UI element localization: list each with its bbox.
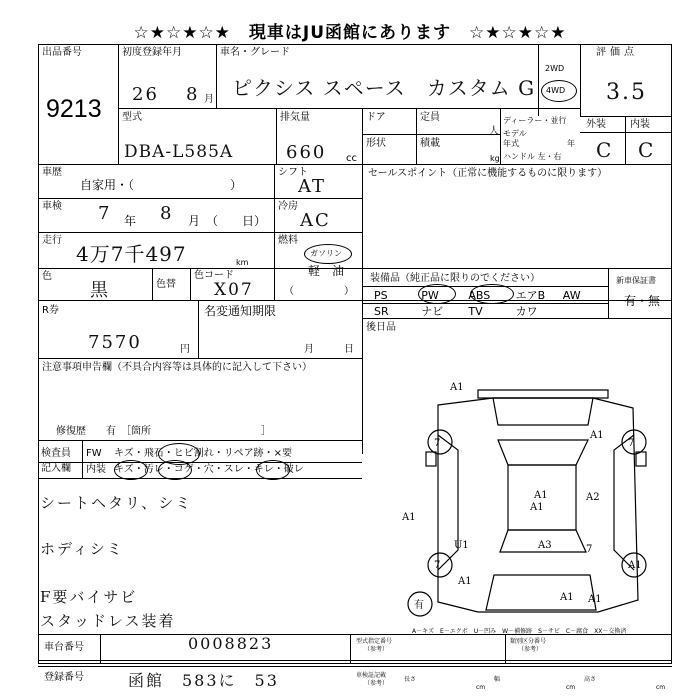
recycle-label: R券 [42,305,59,316]
diagram-tag: A1 [628,560,642,571]
note-3: F要バイサビ [40,588,138,606]
model-name-label: 車名・グレード [220,47,290,58]
equipment-item: ナビ [421,305,444,318]
reg-month-unit: 月 [204,94,214,105]
mileage-label: 走行 [42,235,62,246]
sales-label: セールスポイント（正常に機能するものに限ります） [368,168,608,179]
diagram-tag: 7 [628,438,635,449]
reg-year-value: 26 [132,84,159,105]
model-year-label: モデル [503,129,527,138]
model-name-value: ピクシス スペース カスタム G [232,76,536,100]
diagram-tag: 7 [586,544,593,555]
diagram-tag: A1 [534,490,548,501]
notice-month: 月 [304,344,314,355]
dims-width: 幅 [494,676,501,683]
diagram-tag: A1 [530,502,544,513]
color-label: 色 [42,271,52,282]
equipment-item: AW [562,289,581,302]
history-value: 自家用・（ ） [80,178,243,192]
reg-month-value: 8 [186,84,200,105]
hood [493,398,593,425]
load-unit: kg [490,154,500,163]
score-label: 評価点 [596,47,638,58]
recycle-value: 7570 [88,332,142,353]
equipment-item: TV [468,305,483,318]
type-value: DBA-L585A [124,142,234,162]
right-side [614,435,634,570]
color-code-value: X07 [214,280,254,300]
category-ref: （参考） [518,646,543,653]
inspector-interior-label: 内装 [86,464,106,475]
note-1: シートヘタリ、シミ [40,494,193,512]
dims-ref: （参考） [364,680,389,687]
interior-value: C [638,138,656,162]
dealer-label: ディーラー・並行 [503,116,567,125]
registration-label: 登録番号 [44,672,84,683]
reg-year-label: 初度登録年月 [122,47,182,58]
category-label: 類別区分番号 [510,638,547,645]
dims-label: 車検証記載 [356,672,387,679]
recycle-unit: 円 [180,344,190,355]
equipment-item: SR [374,305,389,318]
designation-label: 型式指定番号 [356,638,393,645]
fuel-label: 燃料 [278,235,298,246]
equip-pw-circle [418,284,456,304]
inspection-month: 8 [160,203,174,224]
capacity-unit: 人 [489,126,499,137]
diagram-tag: 有 [414,600,424,611]
mileage-value: 4万7千497 [76,242,187,266]
diagram-tag: A1 [588,594,602,605]
chassis-value: 0008823 [188,634,274,653]
fuel-other: （ ） [284,286,354,297]
banner: ☆★☆★☆★ 現車はJU函館にあります ☆★☆★☆★ [133,23,567,43]
score-value: 3.5 [606,80,647,105]
note-4: スタッドレス装着 [40,612,176,630]
fuel-gas: ガソリン [310,249,342,258]
equipment-label: 装備品（純正品に限りのでください） [370,273,540,284]
equip-abs-circle [470,284,514,304]
inspection-year-unit: 年 [124,214,137,228]
insp-circle-4 [256,460,290,480]
equipment-item: エアB [515,289,546,302]
color-change-label: 色替 [156,279,176,290]
inspector-row2: キズ・汚レ・コゲ・穴・スレ・キレ・破レ [114,464,304,475]
displacement-value: 660 [286,142,327,163]
displacement-label: 排気量 [280,112,310,123]
mileage-unit: km [236,258,249,267]
doors-label: ドア [366,112,386,123]
handle-label: ハンドル 左・右 [503,152,562,161]
color-value: 黒 [90,280,110,301]
inspector-label-1: 検査員 [41,448,71,459]
drive-2wd: 2WD [545,64,565,73]
equipment-row-2 [370,304,606,318]
diagram-tag: U1 [454,540,469,551]
repair-label: 修復歴 有 ［箇所 ］ [56,426,271,437]
dims-width-unit: cm [566,684,576,691]
warranty-label: 新車保証書 [616,276,656,285]
dims-height-unit: cm [656,684,666,691]
dims-length: 長さ [404,676,417,683]
diagram-tag: A1 [458,576,472,587]
inspection-label: 車検 [42,201,62,212]
shift-label: シフト [278,167,308,178]
year-label: 年式 [503,139,519,148]
capacity-label: 定員 [420,112,440,123]
diagram-tag: A1 [450,382,464,393]
notice-label: 名変通知期限 [204,304,277,318]
equipment-item: カワ [515,305,538,318]
drive-4wd: 4WD [546,86,566,95]
windshield [498,440,588,465]
caution-label: 注意事項申告欄（不具合内容等は具体的に記入して下さい） [42,362,312,373]
year-unit: 年 [567,139,575,148]
damage-legend: A－キズ E－エクボ U－凹み W－補修跡 S－サビ C－腐食 XX－交換済 [412,628,627,635]
diagram-tag: 7 [434,560,441,571]
lot-number: 9213 [46,95,102,123]
inspector-label-2: 記入欄 [41,463,71,474]
aircon-label: 冷房 [278,201,298,212]
history-label: 車歴 [42,167,62,178]
shape-label: 形状 [366,138,386,149]
load-label: 積載 [420,138,440,149]
dims-length-unit: cm [476,684,486,691]
inspector-fw: FW [86,448,102,459]
equipment-item: PW [421,289,439,302]
insp-circle-3 [158,460,192,480]
displacement-unit: cc [346,153,357,164]
car-diagram [398,380,674,626]
inspection-day: （ 日） [206,214,267,228]
insp-circle-2 [114,460,148,480]
interior-label: 内装 [630,119,650,130]
inspection-year: 7 [98,203,112,224]
front-bumper [478,390,608,398]
notice-day: 日 [344,344,354,355]
inspector-row1: キズ・飛石・ヒビ割れ・リペア跡・×要 [114,448,292,459]
diagram-tag: A1 [560,592,574,603]
diagram-tag: A3 [538,540,552,551]
shift-value: AT [298,176,327,197]
exterior-label: 外装 [586,119,606,130]
dims-height: 高さ [584,676,597,683]
aircon-value: AC [300,210,331,231]
note-2: ホディシミ [40,540,124,558]
diagram-tag: A2 [586,492,600,503]
diagram-tag: A1 [402,512,416,523]
registration-value: 函館 583に 53 [128,671,279,690]
diagram-tag: 7 [434,438,441,449]
exterior-value: C [596,138,614,162]
remarks-label: 後日品 [366,322,396,333]
equipment-item: PS [374,289,388,302]
inspection-month-unit: 月 [188,214,201,228]
fuel-diesel: 軽 油 [308,264,345,278]
designation-ref: （参考） [364,646,389,653]
lot-label: 出品番号 [42,47,82,58]
diagram-tag: A1 [590,430,604,441]
color-code-label: 色コード [194,270,234,281]
trunk [486,575,596,610]
warranty-value: 有・無 [624,294,661,308]
type-label: 型式 [122,112,142,123]
left-mirror [426,452,436,466]
chassis-label: 車台番号 [44,642,84,653]
equipment-item: ABS [468,289,491,302]
